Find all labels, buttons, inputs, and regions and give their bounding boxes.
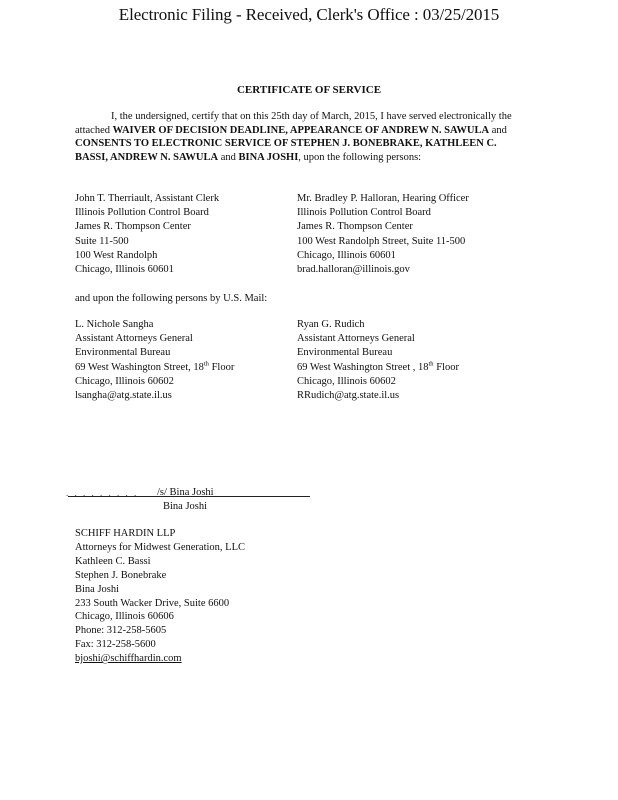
street-text: 69 West Washington Street, 18: [75, 361, 204, 373]
recipient-street: [297, 361, 459, 375]
recipient-line: brad.halloran@illinois.gov: [297, 264, 410, 276]
recipient-bureau: Environmental Bureau: [75, 347, 171, 359]
document-title: CERTIFICATE OF SERVICE: [236, 84, 382, 96]
intro-text-4: , upon the following persons:: [298, 151, 422, 163]
electronic-signature: /s/ Bina Joshi: [157, 487, 214, 498]
firm-role: Attorneys for Midwest Generation, LLC: [75, 541, 246, 553]
firm-fax: Fax: 312-258-5600: [75, 639, 156, 651]
recipient-line: 100 West Randolph Street, Suite 11-500: [297, 235, 466, 247]
intro-paragraph: [75, 110, 523, 164]
mail-recipient-rudich: [297, 318, 459, 403]
recipient-title: Assistant Attorneys General: [297, 333, 415, 345]
firm-attorney: Bina Joshi: [75, 583, 120, 595]
firm-phone: Phone: 312-258-5605: [75, 625, 167, 637]
recipient-line: Chicago, Illinois 60601: [75, 264, 174, 276]
firm-attorney: Stephen J. Bonebrake: [75, 569, 167, 581]
ordinal-suffix: th: [203, 360, 209, 368]
intro-bold-2: CONSENTS TO ELECTRONIC SERVICE OF STEPHEN J. BONEBRAKE, KATHLEEN C. BASSI, ANDREW N. SAWULA: [75, 138, 497, 163]
firm-street: 233 South Wacker Drive, Suite 6600: [75, 597, 230, 609]
firm-city: Chicago, Illinois 60606: [75, 611, 174, 623]
recipient-line: Illinois Pollution Control Board: [297, 207, 431, 219]
recipient-street: [75, 361, 234, 375]
recipient-block-clerk: [75, 192, 219, 277]
signature-dots: . . . . . . . . .: [66, 488, 139, 498]
intro-text-2: and: [489, 124, 507, 136]
signer-printed-name: Bina Joshi: [163, 501, 208, 512]
recipient-name: Ryan G. Rudich: [297, 319, 365, 330]
mail-recipient-sangha: [75, 318, 234, 403]
intro-bold-1: WAIVER OF DECISION DEADLINE, APPEARANCE OF ANDREW N. SAWULA: [112, 124, 490, 136]
mail-intro-text: and upon the following persons by U.S. Mail:: [75, 293, 268, 304]
recipient-city: Chicago, Illinois 60602: [297, 375, 396, 387]
recipient-line: Illinois Pollution Control Board: [75, 207, 209, 219]
recipient-line: Mr. Bradley P. Halloran, Hearing Officer: [297, 193, 469, 204]
firm-name: SCHIFF HARDIN LLP: [75, 528, 176, 539]
street-floor: Floor: [433, 361, 459, 373]
recipient-line: James R. Thompson Center: [75, 221, 191, 233]
street-floor: Floor: [208, 361, 235, 373]
recipient-line: Suite 11-500: [75, 235, 129, 247]
intro-text-3: and: [218, 151, 239, 163]
recipient-email: lsangha@atg.state.il.us: [75, 390, 172, 402]
recipient-title: Assistant Attorneys General: [75, 333, 193, 345]
recipient-line: John T. Therriault, Assistant Clerk: [75, 193, 220, 204]
firm-attorney: Kathleen C. Bassi: [75, 555, 151, 567]
firm-email-link[interactable]: bjoshi@schiffhardin.com: [75, 653, 182, 665]
recipient-city: Chicago, Illinois 60602: [75, 375, 174, 387]
firm-signature-block: [75, 527, 245, 666]
recipient-line: James R. Thompson Center: [297, 221, 413, 233]
intro-bold-3: BINA JOSHI: [238, 151, 299, 163]
filing-stamp-header: Electronic Filing - Received, Clerk's Office : 03/25/2015: [118, 5, 500, 24]
recipient-name: L. Nichole Sangha: [75, 319, 154, 330]
recipient-email: RRudich@atg.state.il.us: [297, 390, 400, 402]
recipient-line: 100 West Randolph: [75, 249, 158, 261]
recipient-line: Chicago, Illinois 60601: [297, 249, 396, 261]
intro-text-1: I, the undersigned, certify that on this 25th day of March, 2015, I have served electronically the attached: [75, 111, 512, 136]
recipient-block-hearing-officer: [297, 192, 469, 277]
street-text: 69 West Washington Street , 18: [297, 361, 429, 373]
recipient-bureau: Environmental Bureau: [297, 347, 393, 359]
ordinal-suffix: th: [428, 360, 434, 368]
